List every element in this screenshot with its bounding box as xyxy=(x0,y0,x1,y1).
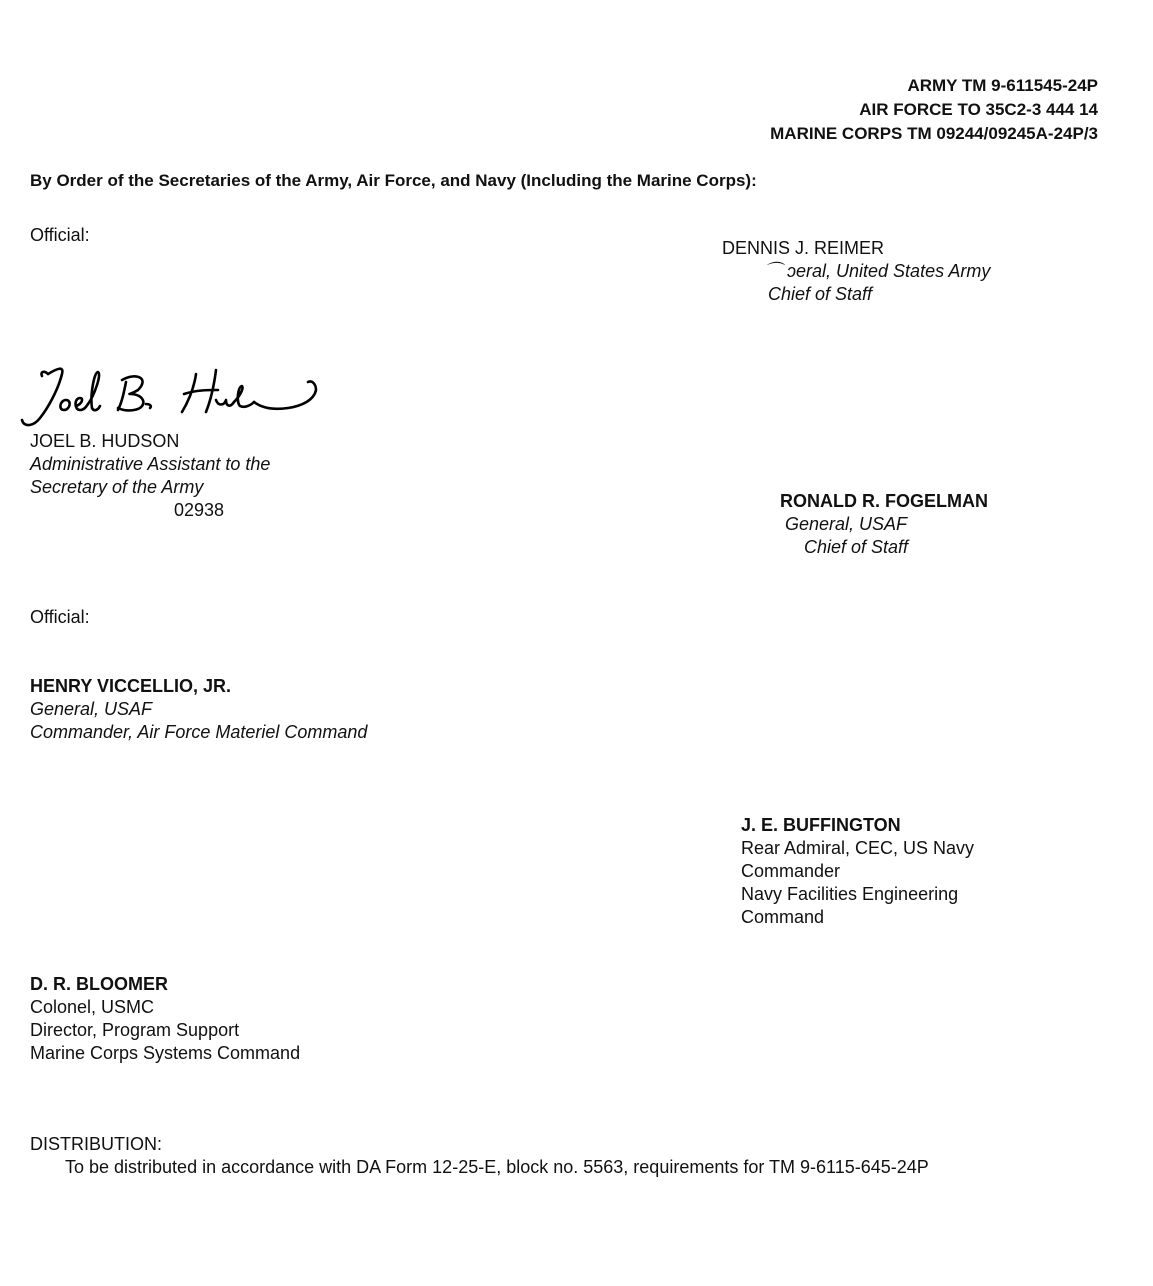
header-line-air-force: AIR FORCE TO 35C2-3 444 14 xyxy=(859,100,1098,119)
distribution-text: To be distributed in accordance with DA Form 12-25-E, block no. 5563, requirements for TM 9-6115-645-24P xyxy=(65,1157,929,1177)
official-label-2: Official: xyxy=(30,607,90,627)
hudson-name: JOEL B. HUDSON xyxy=(30,431,180,451)
fogelman-rank: General, USAF xyxy=(785,514,908,534)
bloomer-title-1: Director, Program Support xyxy=(30,1020,240,1040)
buffington-name: J. E. BUFFINGTON xyxy=(741,815,901,835)
viccellio-name: HENRY VICCELLIO, JR. xyxy=(30,676,232,696)
signature-block-viccellio xyxy=(30,675,367,744)
document-header xyxy=(770,74,1098,146)
order-line: By Order of the Secretaries of the Army, Air Force, and Navy (Including the Marine Corps): xyxy=(30,171,757,190)
hudson-code: 02938 xyxy=(174,500,225,520)
signature-block-hudson xyxy=(30,430,270,522)
official-label-1: Official: xyxy=(30,225,90,245)
hudson-signature xyxy=(18,360,318,435)
buffington-title-1: Commander xyxy=(741,861,841,881)
viccellio-rank: General, USAF xyxy=(30,699,153,719)
header-line-army: ARMY TM 9-611545-24P xyxy=(907,76,1098,95)
distribution-section xyxy=(30,1133,929,1179)
viccellio-title: Commander, Air Force Materiel Command xyxy=(30,722,368,742)
reimer-name: DENNIS J. REIMER xyxy=(722,238,885,258)
hudson-title-1: Administrative Assistant to the xyxy=(30,454,271,474)
fogelman-name: RONALD R. FOGELMAN xyxy=(780,491,988,511)
bloomer-rank: Colonel, USMC xyxy=(30,997,155,1017)
buffington-title-2: Navy Facilities Engineering xyxy=(741,884,959,904)
signature-block-buffington xyxy=(741,814,974,929)
signature-block-fogelman xyxy=(780,490,988,559)
buffington-rank: Rear Admiral, CEC, US Navy xyxy=(741,838,975,858)
bloomer-title-2: Marine Corps Systems Command xyxy=(30,1043,301,1063)
reimer-title: Chief of Staff xyxy=(768,284,873,304)
fogelman-title: Chief of Staff xyxy=(804,537,909,557)
header-line-marine-corps: MARINE CORPS TM 09244/09245A-24P/3 xyxy=(770,124,1098,143)
reimer-rank: ⌒ ɔeral, United States Army xyxy=(764,261,991,281)
signature-block-reimer xyxy=(722,237,990,306)
buffington-title-3: Command xyxy=(741,907,825,927)
signature-block-bloomer xyxy=(30,973,300,1065)
distribution-label: DISTRIBUTION: xyxy=(30,1134,163,1154)
hudson-title-2: Secretary of the Army xyxy=(30,477,204,497)
bloomer-name: D. R. BLOOMER xyxy=(30,974,168,994)
